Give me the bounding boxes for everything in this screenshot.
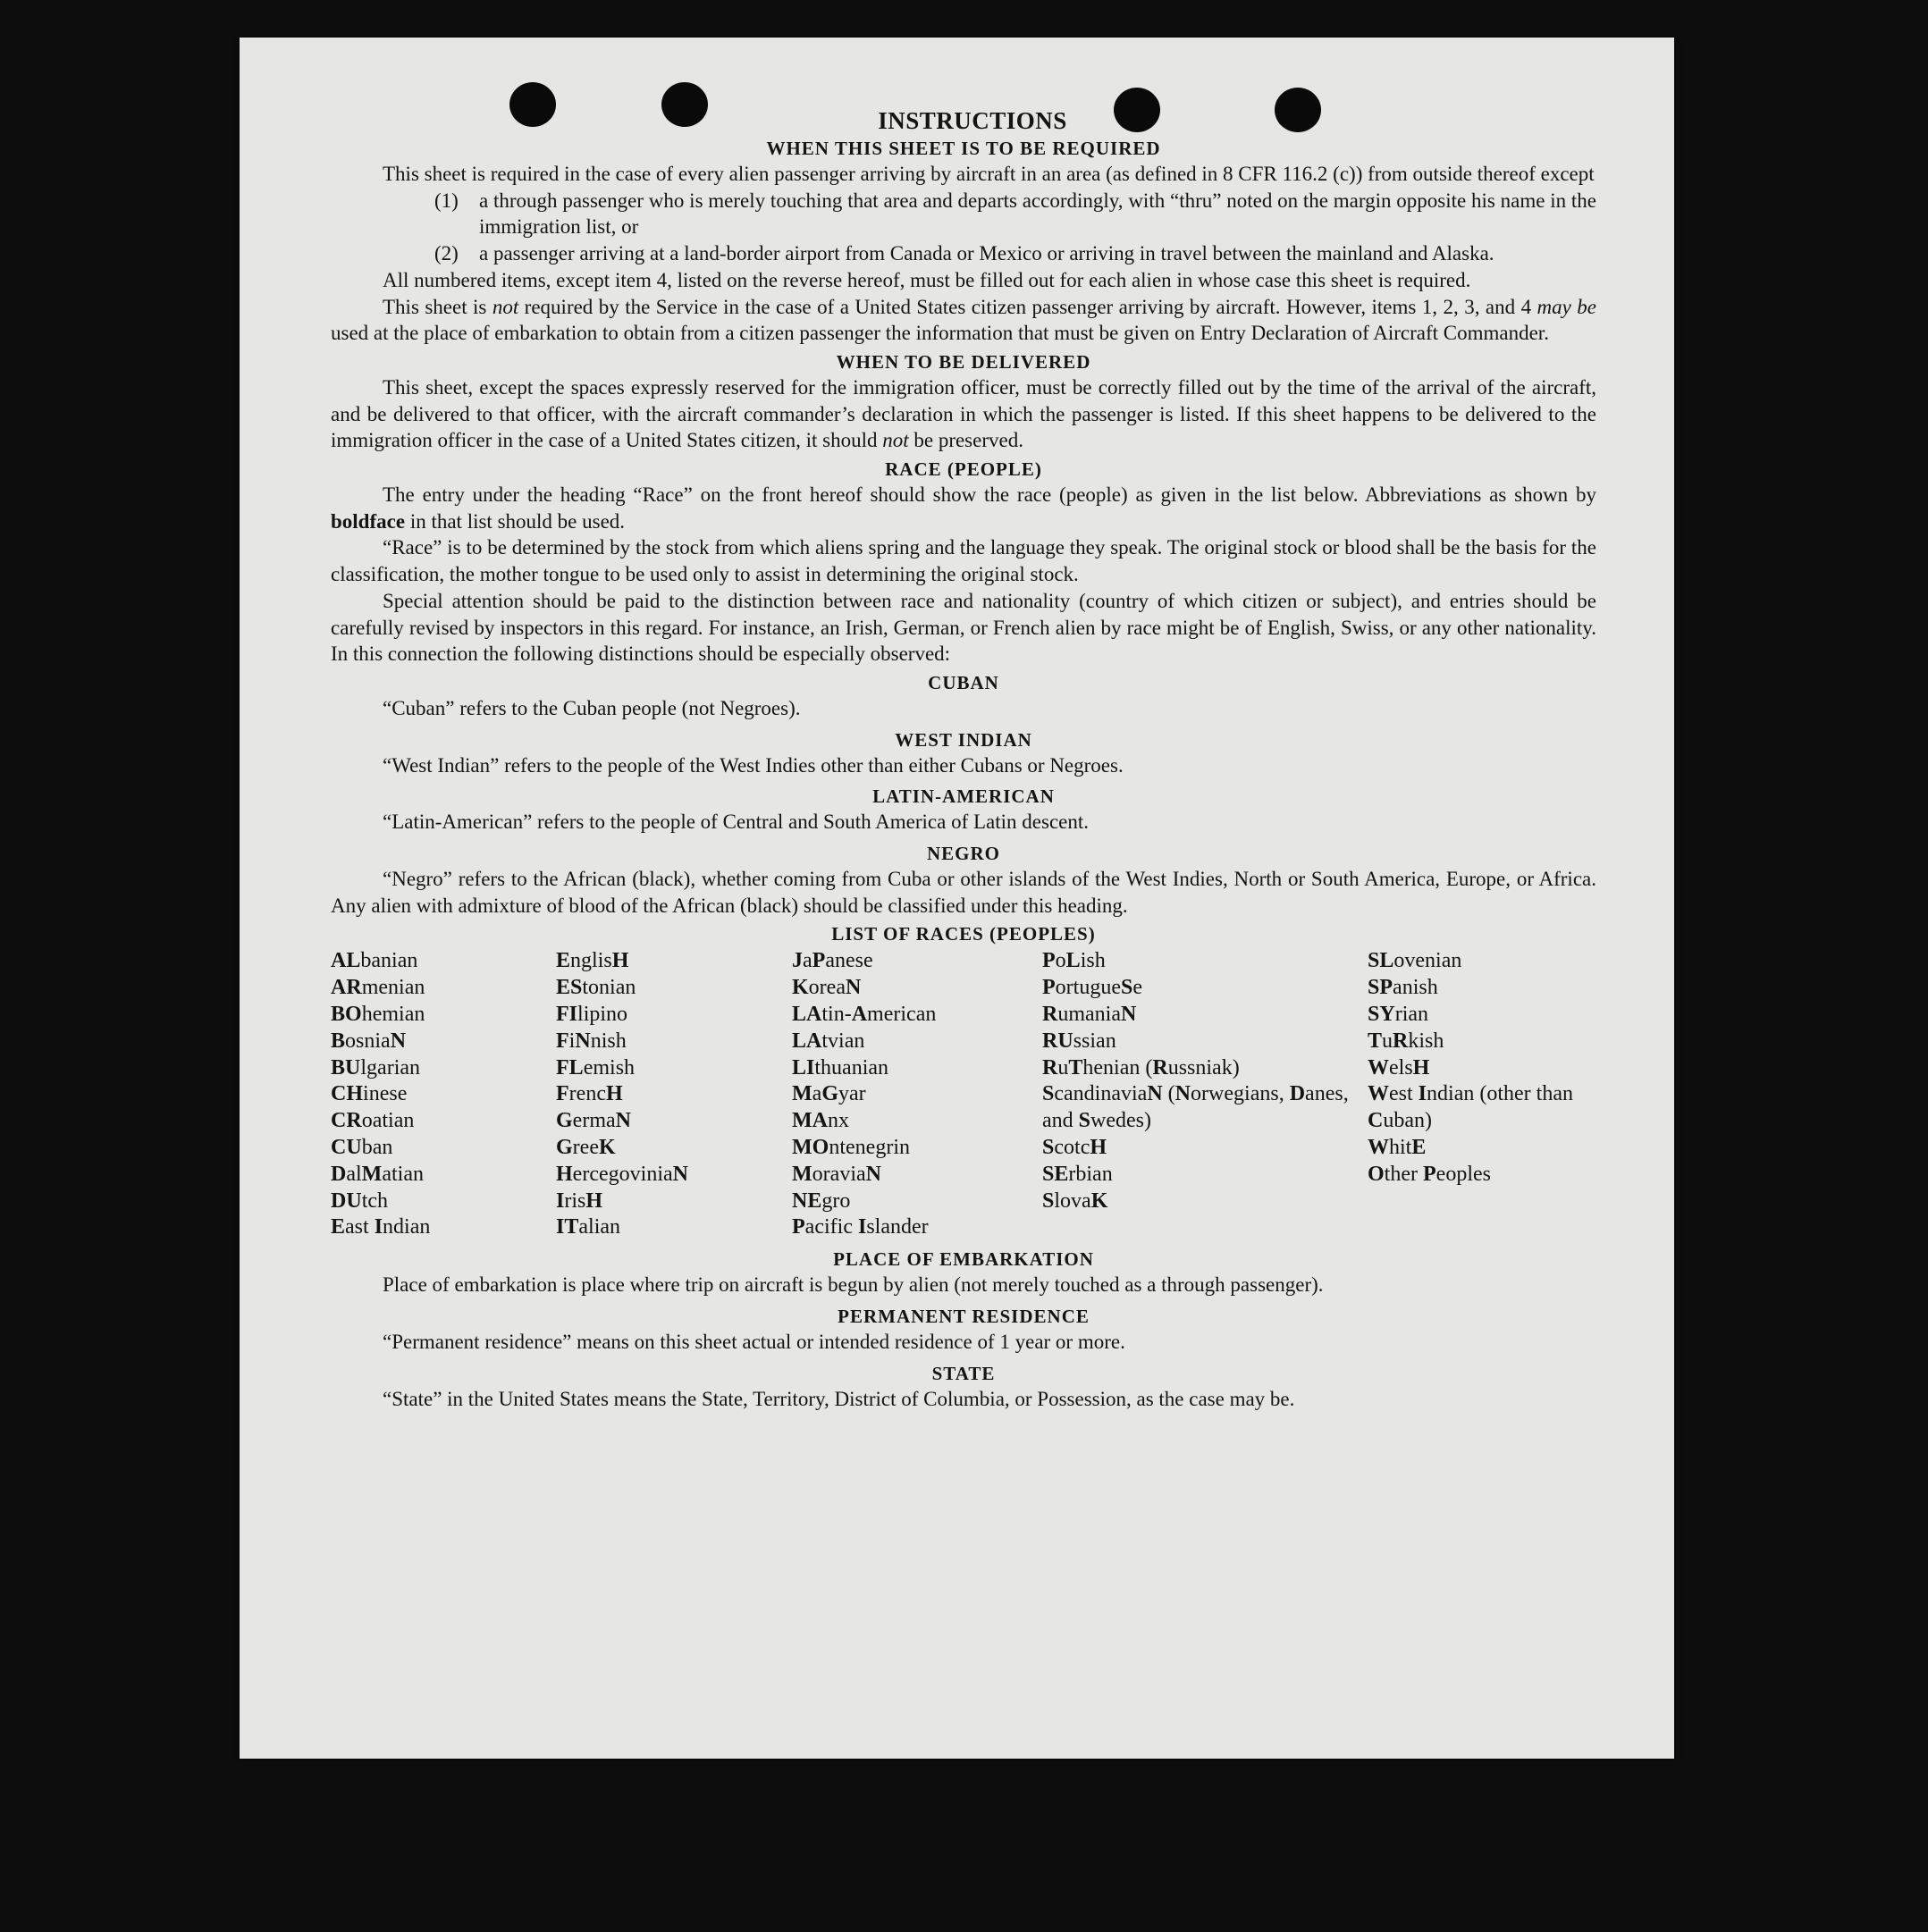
race-entry: BOhemian (331, 1003, 425, 1027)
race-entry: JaPanese (792, 949, 873, 973)
section-heading-cuban: CUBAN (928, 671, 999, 693)
race-entry: MOntenegrin (792, 1136, 910, 1160)
text: required by the Service in the case of a United States citizen passenger arriving by aircraft. However, items 1, 2, 3, and 4 (518, 295, 1537, 318)
race-entry: TuRkish (1368, 1029, 1444, 1053)
race-entry: ALbanian (331, 949, 418, 973)
emphasis: not (882, 429, 909, 452)
document-sheet (240, 38, 1674, 1759)
section-heading-embarkation: PLACE OF EMBARKATION (833, 1248, 1094, 1271)
race-entry: PoLish (1042, 949, 1106, 973)
race-column (1368, 948, 1596, 1241)
paragraph: This sheet is required in the case of every alien passenger arriving by aircraft in an area (as defined in 8 CFR 116.2 (c)) from outside thereof except (383, 163, 1595, 185)
race-entry: HercegoviniaN (556, 1162, 688, 1186)
boldface-word: boldface (331, 509, 406, 533)
paragraph: Special attention should be paid to the distinction between race and nationality (country of which citizen or subject), and entries should be carefully revised by inspectors in this regard. For instance, an Irish, German, or French alien by race might be of English, Swiss, or any other nationality. In this connection the following distinctions should be especially observed: (331, 589, 1596, 666)
race-entry: ScandinaviaN (Norwegians, Danes, and Swedes) (1042, 1082, 1349, 1133)
race-column (556, 948, 792, 1241)
race-entry: FLemish (556, 1055, 636, 1079)
text: The entry under the heading “Race” on the front hereof should show the race (people) as given in the list below. Abbreviations as shown by (383, 483, 1596, 507)
paragraph: “Negro” refers to the African (black), whether coming from Cuba or other islands of the West Indies, North or South America, Europe, or Africa. Any alien with admixture of blood of the African (black) should be classified under this heading. (331, 868, 1596, 917)
race-entry: SlovaK (1042, 1189, 1108, 1213)
paragraph: “State” in the United States means the State, Territory, District of Columbia, or Possession, as the case may be. (383, 1387, 1295, 1410)
race-entry: MoraviaN (792, 1162, 881, 1186)
race-entry: SLovenian (1368, 949, 1462, 973)
race-entry: MaGyar (792, 1082, 866, 1106)
emphasis: not (492, 295, 519, 318)
section-heading-when-delivered: WHEN TO BE DELIVERED (836, 350, 1091, 373)
text: used at the place of embarkation to obtain from a citizen passenger the information that must be given on Entry Declaration of Aircraft Commander. (331, 322, 1549, 345)
race-column (331, 948, 556, 1241)
race-entry: SPanish (1368, 976, 1438, 1000)
item-text: a through passenger who is merely touching that area and departs accordingly, with “thru” noted on the margin opposite his name in the immigration list, or (479, 189, 1596, 239)
paragraph: “West Indian” refers to the people of the West Indies other than either Cubans or Negroes. (383, 753, 1124, 777)
race-entry: IrisH (556, 1189, 603, 1213)
race-entry: RumaniaN (1042, 1003, 1137, 1027)
race-entry: MAnx (792, 1109, 849, 1133)
race-entry: CHinese (331, 1082, 408, 1106)
race-entry: West Indian (other than Cuban) (1368, 1082, 1573, 1133)
race-list (331, 948, 1596, 1241)
section-heading-list-of-races: LIST OF RACES (PEOPLES) (831, 923, 1096, 945)
emphasis: may be (1537, 295, 1596, 318)
race-entry: ITalian (556, 1215, 621, 1239)
text: This sheet is (383, 295, 493, 318)
item-text: a passenger arriving at a land-border airport from Canada or Mexico or arriving in travel between the mainland and Alaska. (479, 242, 1494, 265)
paragraph: “Race” is to be determined by the stock from which aliens spring and the language they speak. The original stock or blood shall be the basis for the classification, the mother tongue to be used only to assist in determining the original stock. (331, 536, 1596, 586)
item-number: (2) (434, 242, 459, 265)
section-heading-west-indian: WEST INDIAN (895, 728, 1032, 751)
section-heading-when-required: WHEN THIS SHEET IS TO BE REQUIRED (766, 138, 1161, 159)
paragraph: “Latin-American” refers to the people of Central and South America of Latin descent. (383, 811, 1089, 834)
race-entry: East Indian (331, 1215, 431, 1239)
race-entry: RUssian (1042, 1029, 1116, 1053)
list-item (434, 188, 1596, 240)
page-title: INSTRUCTIONS (878, 107, 1067, 134)
race-entry: RuThenian (Russniak) (1042, 1055, 1240, 1079)
race-entry: BUlgarian (331, 1055, 421, 1079)
paragraph (331, 294, 1596, 347)
race-entry: EnglisH (556, 949, 629, 973)
text: This sheet, except the spaces expressly reserved for the immigration officer, must be correctly filled out by the time of the arrival of the aircraft, and be delivered to that officer, with the aircraft commander’s declaration in which the passenger is listed. If this sheet happens to be delivered to the immigration officer in the case of a United States citizen, it should (331, 375, 1596, 452)
section-heading-race: RACE (PEOPLE) (885, 458, 1042, 481)
race-entry: KoreaN (792, 976, 862, 1000)
race-entry: PortugueSe (1042, 976, 1143, 1000)
race-entry: ARmenian (331, 976, 425, 1000)
race-entry: GermaN (556, 1109, 631, 1133)
race-entry: LIthuanian (792, 1055, 889, 1079)
paragraph (331, 482, 1596, 534)
list-item (434, 240, 1596, 267)
race-entry: CRoatian (331, 1109, 415, 1133)
instructions-body (331, 105, 1596, 1412)
race-entry: LAtin-American (792, 1003, 937, 1027)
section-heading-negro: NEGRO (926, 843, 1000, 865)
race-entry: ScotcH (1042, 1136, 1107, 1160)
race-entry: FrencH (556, 1082, 623, 1106)
race-entry: EStonian (556, 976, 636, 1000)
race-entry: DUtch (331, 1189, 389, 1213)
race-entry: WelsH (1368, 1055, 1430, 1079)
text: in that list should be used. (405, 509, 626, 533)
race-entry: SYrian (1368, 1003, 1429, 1027)
paragraph: All numbered items, except item 4, listed on the reverse hereof, must be filled out for each alien in whose case this sheet is required. (383, 268, 1471, 291)
section-heading-state: STATE (931, 1362, 996, 1384)
paragraph (331, 374, 1596, 454)
race-column (1042, 948, 1368, 1241)
race-entry: LAtvian (792, 1029, 865, 1053)
section-heading-latin-american: LATIN-AMERICAN (872, 785, 1055, 808)
item-number: (1) (434, 189, 459, 212)
paragraph: “Cuban” refers to the Cuban people (not Negroes). (383, 696, 801, 719)
race-entry: FIlipino (556, 1003, 628, 1027)
race-entry: FiNnish (556, 1029, 627, 1053)
race-entry: CUban (331, 1136, 393, 1160)
race-entry: NEgro (792, 1189, 851, 1213)
race-entry: SErbian (1042, 1162, 1113, 1186)
section-heading-permanent-residence: PERMANENT RESIDENCE (838, 1305, 1090, 1327)
paragraph: “Permanent residence” means on this sheet actual or intended residence of 1 year or more. (383, 1330, 1125, 1353)
race-entry: WhitE (1368, 1136, 1427, 1160)
text: be preserved. (908, 429, 1023, 452)
race-entry: DalMatian (331, 1162, 424, 1186)
race-entry: GreeK (556, 1136, 616, 1160)
race-entry: Other Peoples (1368, 1162, 1491, 1186)
race-entry: Pacific Islander (792, 1215, 929, 1239)
race-column (792, 948, 1042, 1241)
paragraph: Place of embarkation is place where trip on aircraft is begun by alien (not merely touched as a through passenger). (383, 1273, 1324, 1297)
race-entry: BosniaN (331, 1029, 407, 1053)
